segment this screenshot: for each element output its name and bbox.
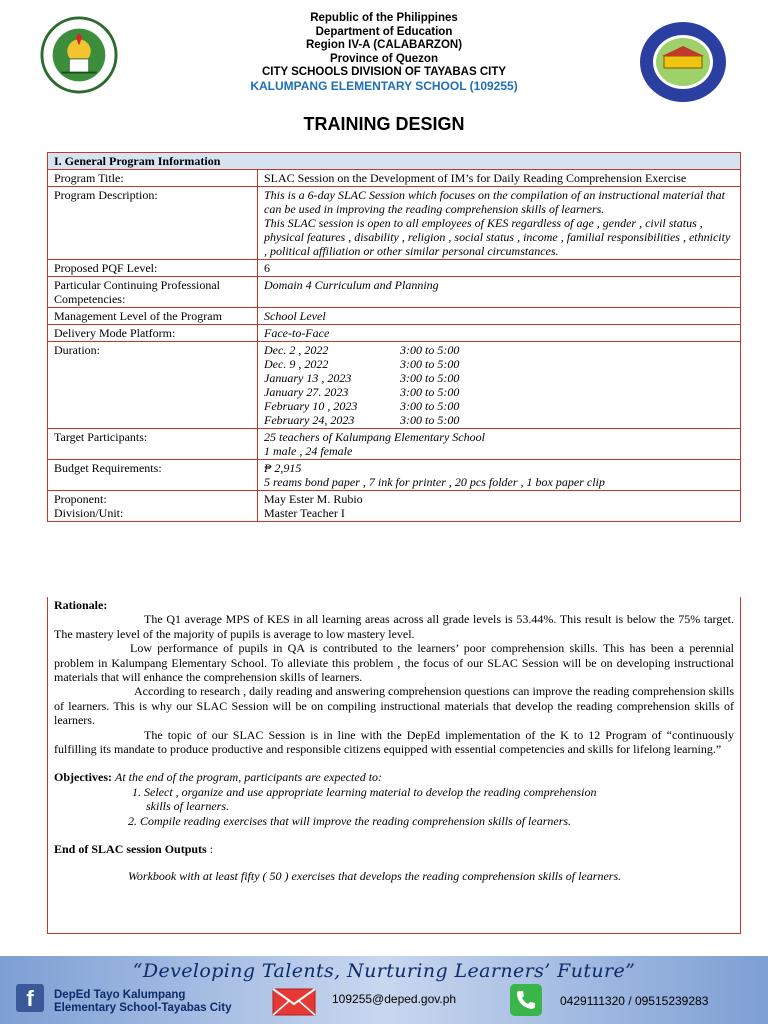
division-unit-label: Division/Unit: <box>54 506 124 520</box>
table-row <box>48 342 741 429</box>
outputs-label: End of SLAC session Outputs <box>54 842 207 857</box>
row-label: Particular Continuing Professional Competencies: <box>48 277 258 308</box>
row-value <box>258 491 741 522</box>
school-seal-icon <box>638 20 728 104</box>
email-icon <box>272 988 316 1016</box>
objectives-list <box>54 785 734 828</box>
list-item <box>264 399 735 413</box>
proponent-position: Master Teacher I <box>264 506 345 520</box>
phone-icon <box>510 984 542 1016</box>
duration-date: Dec. 9 , 2022 <box>264 357 329 371</box>
table-row <box>48 170 741 187</box>
email-address[interactable]: 109255@deped.gov.ph <box>332 992 457 1006</box>
table-row <box>48 260 741 277</box>
duration-date: Dec. 2 , 2022 <box>264 343 329 357</box>
list-item: 2. Compile reading exercises that will improve the reading comprehension skills of learners. <box>128 813 572 828</box>
rationale-paragraph: The Q1 average MPS of KES in all learning areas across all grade levels is 53.44%. This result is below the 75% target. The mastery level of the majority of pupils is average to low mastery level. <box>54 612 734 641</box>
rationale-paragraph: According to research , daily reading and answering comprehension questions can improve the reading comprehension skills of learners. This is why our SLAC Session will be on compiling instructional materials that develop the reading comprehension skills of learners. <box>54 684 734 728</box>
facebook-name-line: Elementary School-Tayabas City <box>54 1002 232 1014</box>
description-text: This is a 6-day SLAC Session which focuses on the compilation of an instructional material that can be used in improving the reading comprehension skills of learners. <box>264 188 725 216</box>
row-value <box>258 187 741 260</box>
row-value <box>258 429 741 460</box>
objectives-intro-text: At the end of the program, participants are expected to: <box>114 770 383 785</box>
list-item <box>264 371 735 385</box>
outputs-colon: : <box>206 842 214 857</box>
duration-date: February 24, 2023 <box>264 413 355 427</box>
budget-amount: ₱ 2,915 <box>264 461 302 475</box>
duration-time: 3:00 to 5:00 <box>400 399 460 413</box>
row-label: Program Title: <box>48 170 258 187</box>
duration-time: 3:00 to 5:00 <box>400 413 460 427</box>
objectives-label: Objectives: <box>54 770 112 785</box>
rationale-paragraph: Low performance of pupils in QA is contributed to the learners’ poor comprehension skills. This has been a perennial problem in Kalumpang Elementary School. To alleviate this problem , the focus of our SLAC Session will be on developing instructional materials that will enhance the comprehension skills of learners. <box>54 641 734 685</box>
duration-date: January 27. 2023 <box>264 385 349 399</box>
row-label: Duration: <box>48 342 258 429</box>
participants-text: 25 teachers of Kalumpang Elementary School <box>264 430 485 444</box>
list-item: 1. Select , organize and use appropriate learning material to develop the reading comprehension <box>132 784 597 799</box>
table-row <box>48 491 741 522</box>
row-label: Delivery Mode Platform: <box>48 325 258 342</box>
school-name: KALUMPANG ELEMENTARY SCHOOL (109255) <box>250 78 518 93</box>
facebook-page-link[interactable] <box>54 989 231 1015</box>
table-row <box>48 325 741 342</box>
document-title: TRAINING DESIGN <box>303 114 465 134</box>
table-row <box>48 460 741 491</box>
row-label: Proposed PQF Level: <box>48 260 258 277</box>
list-item <box>264 357 735 371</box>
rationale-heading: Rationale: <box>54 598 108 612</box>
row-value: Face-to-Face <box>258 325 741 342</box>
facebook-name-line: DepEd Tayo Kalumpang <box>54 989 186 1001</box>
duration-time: 3:00 to 5:00 <box>400 357 460 371</box>
row-value: 6 <box>258 260 741 277</box>
duration-date: February 10 , 2023 <box>264 399 358 413</box>
table-row <box>48 308 741 325</box>
list-item <box>264 413 735 427</box>
description-text: This SLAC session is open to all employees of KES regardless of age , gender , civil status , physical features , disability , religion , social status , income , familial responsibilities , ethnicity , political affiliation or other similar personal circumstances. <box>264 216 731 258</box>
proponent-name: May Ester M. Rubio <box>264 492 363 506</box>
duration-time: 3:00 to 5:00 <box>400 371 460 385</box>
phone-numbers[interactable]: 0429111320 / 09515239283 <box>560 994 709 1008</box>
header-line: Department of Education <box>315 25 453 38</box>
duration-list <box>258 342 741 429</box>
duration-time: 3:00 to 5:00 <box>400 343 460 357</box>
row-value: SLAC Session on the Development of IM’s for Daily Reading Comprehension Exercise <box>258 170 741 187</box>
section-title: I. General Program Information <box>48 153 741 170</box>
section-header-row <box>48 153 741 170</box>
header-line: CITY SCHOOLS DIVISION OF TAYABAS CITY <box>261 66 507 78</box>
row-label: Management Level of the Program <box>48 308 258 325</box>
table-row <box>48 187 741 260</box>
row-value <box>258 460 741 491</box>
header-line: Republic of the Philippines <box>310 12 458 24</box>
table-row <box>48 429 741 460</box>
rationale-section <box>47 597 741 934</box>
row-value: Domain 4 Curriculum and Planning <box>258 277 741 308</box>
header-line: Province of Quezon <box>330 52 438 65</box>
proponent-label: Proponent: <box>54 492 107 506</box>
footer-banner <box>0 956 768 1024</box>
letterhead <box>0 12 768 102</box>
header-line: Region IV-A (CALABARZON) <box>305 39 463 51</box>
row-value: School Level <box>258 308 741 325</box>
duration-time: 3:00 to 5:00 <box>400 385 460 399</box>
outputs-heading <box>54 842 734 856</box>
program-info-table <box>47 152 741 522</box>
rationale-paragraph: The topic of our SLAC Session is in line with the DepEd implementation of the K to 12 Program of “continuously fulfilling its mandate to produce productive and responsible citizens equipped with essential competencies and skills for lifelong learning.” <box>54 727 734 757</box>
facebook-icon[interactable]: f <box>16 984 44 1012</box>
outputs-text: Workbook with at least fifty ( 50 ) exercises that develops the reading comprehension skills of learners. <box>128 868 622 883</box>
row-label: Program Description: <box>48 187 258 260</box>
header-text <box>180 12 588 93</box>
row-label <box>48 491 258 522</box>
row-label: Budget Requirements: <box>48 460 258 491</box>
division-seal-icon <box>40 16 118 94</box>
participants-breakdown: 1 male , 24 female <box>264 444 353 458</box>
row-label: Target Participants: <box>48 429 258 460</box>
motto: “Developing Talents, Nurturing Learners’ Future” <box>132 960 636 982</box>
list-item <box>264 343 735 357</box>
list-item <box>264 385 735 399</box>
objectives-intro <box>54 770 734 784</box>
budget-items: 5 reams bond paper , 7 ink for printer , 20 pcs folder , 1 box paper clip <box>264 475 605 489</box>
list-item-continuation: skills of learners. <box>146 799 229 814</box>
table-row <box>48 277 741 308</box>
duration-date: January 13 , 2023 <box>264 371 352 385</box>
